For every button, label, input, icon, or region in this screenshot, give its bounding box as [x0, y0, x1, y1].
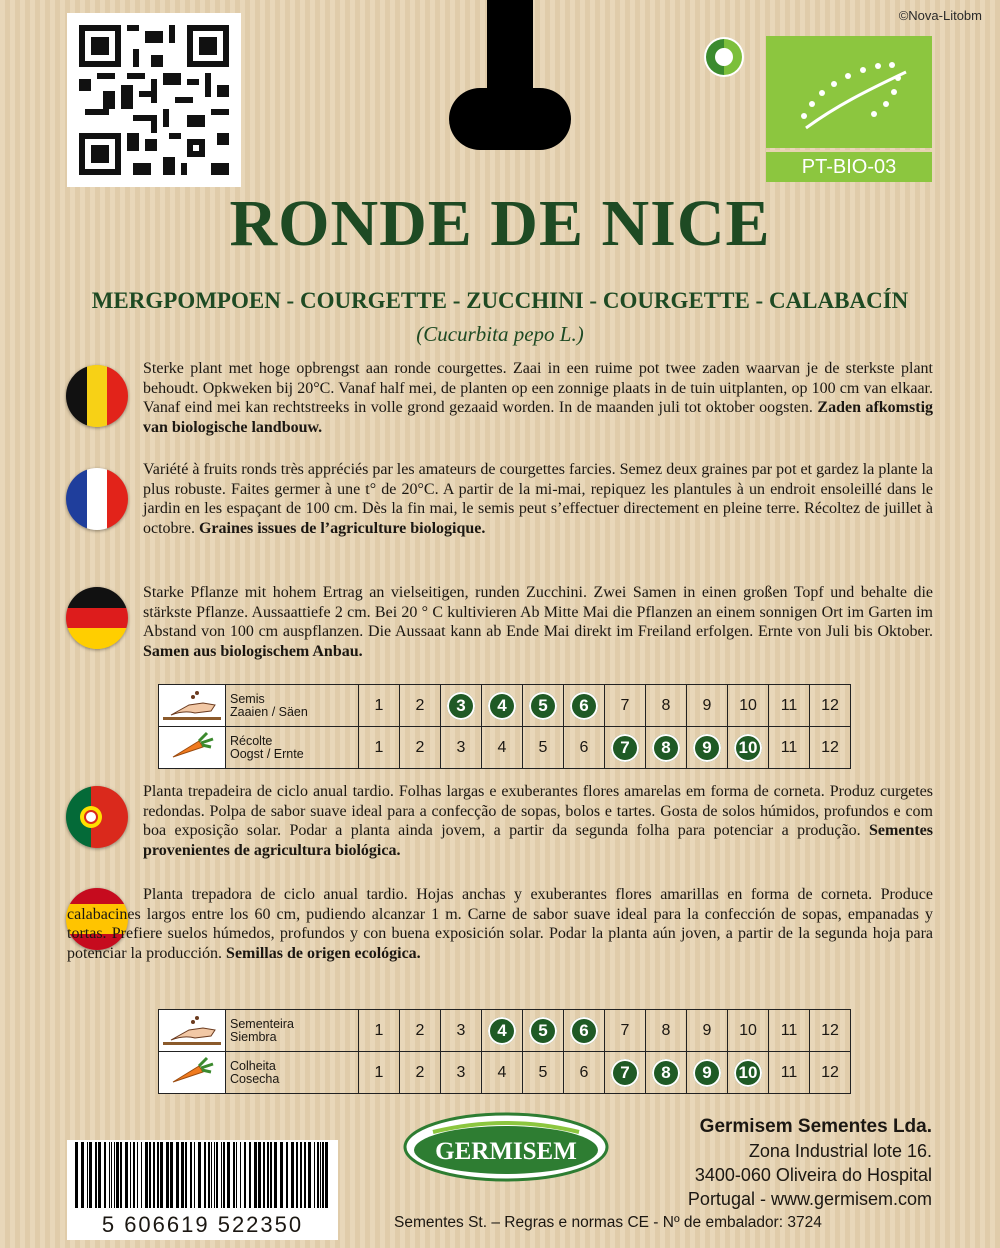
month-cell [441, 685, 482, 727]
barcode-bar [116, 1142, 119, 1208]
sowing-row [159, 1010, 851, 1052]
highlighted-month: 6 [570, 1017, 598, 1045]
barcode-bar [300, 1142, 302, 1208]
barcode-bar [149, 1142, 151, 1208]
sowing-row [159, 685, 851, 727]
address-line-1: Zona Industrial lote 16. [748, 1141, 932, 1161]
month-cell [605, 727, 646, 769]
harvest-row [159, 1052, 851, 1094]
barcode-bar [95, 1142, 97, 1208]
month-cell: 8 [646, 1010, 687, 1052]
month-cell [728, 1052, 769, 1094]
highlighted-month: 5 [529, 1017, 557, 1045]
company-address [688, 1115, 932, 1211]
description-dutch: Sterke plant met hoge opbrengst aan ronde courgettes. Zaai in een ruime pot twee zaden waarvan je de sterkste plant behoudt. Opkweken bij 20°C. Vanaf half mei, de planten op een zonnige plaats in de tuin uitplanten, op 100 cm van elkaar. Vanaf eind mei kan rechtstreeks in volle grond gezaaid worden. In de maanden juli tot oktober oogsten. Zaden afkomstig van biologische landbouw. [143, 360, 934, 436]
harvest-label-es: Cosecha [230, 1071, 280, 1086]
barcode-bar [137, 1142, 138, 1208]
month-cell: 8 [646, 685, 687, 727]
month-cell [523, 1010, 564, 1052]
barcode-bar [249, 1142, 251, 1208]
barcode-bar [244, 1142, 246, 1208]
barcode-bar [153, 1142, 155, 1208]
highlighted-month: 10 [734, 734, 762, 762]
month-cell: 2 [400, 1052, 441, 1094]
barcode-bar [227, 1142, 230, 1208]
highlighted-month: 7 [611, 734, 639, 762]
month-cell [523, 685, 564, 727]
barcode-bar [170, 1142, 173, 1208]
belgium-flag-icon [66, 365, 128, 427]
month-cell [687, 1052, 728, 1094]
barcode-bar [133, 1142, 135, 1208]
highlighted-month: 3 [447, 692, 475, 720]
description-spanish: Planta trepadora de ciclo anual tardio. Hojas anchas y exuberantes flores amarillas en forma de corneta. Produce calabacines largos entre los 60 cm, pudiendo alcanzar 1 m. Carne de sabor suave ideal para la confección de sopas, empanadas y tortas. Prefiere suelos húmedos, profundos y con buena exposición solar. Podar la planta aún joven, a partir de la segunda hoja para potenciar la producción. Semillas de origen ecológica. [67, 886, 933, 962]
barcode-bar [87, 1142, 88, 1208]
description-german: Starke Pflanze mit hohem Ertrag an vielseitigen, runden Zucchini. Zwei Samen in einen großen Topf und behalte die stärkste Pflanze. Aussaattiefe 2 cm. Bei 20 ° C kultivieren Ab Mitte Mai die Pflanzen an einem sonnigen Ort im Garten im Abstand von 100 cm auspflanzen. Die Aussaat kann ab Ende Mai direkt im Freiland erfolgen. Ernte von Juli bis Oktober. Samen aus biologischem Anbau. [143, 584, 933, 660]
carrot-harvest-icon [159, 1052, 226, 1094]
barcode-bar [254, 1142, 257, 1208]
barcode-bar [320, 1142, 321, 1208]
barcode-bar [296, 1142, 298, 1208]
highlighted-month: 7 [611, 1059, 639, 1087]
barcode-bar [141, 1142, 142, 1208]
highlighted-month: 8 [652, 1059, 680, 1087]
month-cell: 4 [482, 1052, 523, 1094]
barcode-bar [214, 1142, 215, 1208]
barcode-bar [111, 1142, 112, 1208]
barcode-bar [166, 1142, 169, 1208]
barcode-bar [198, 1142, 201, 1208]
month-cell: 2 [400, 1010, 441, 1052]
copyright-text: ©Nova-Litobm [898, 8, 982, 23]
month-cell: 9 [687, 685, 728, 727]
month-cell: 3 [441, 727, 482, 769]
description-french: Variété à fruits ronds très appréciés par les amateurs de courgettes farcies. Semez deux graines par pot et gardez la plante la plus robuste. Faites germer à une t° de 20°C. A partir de la mi-mai, repiquez les plantules à un endroit ensoleillé dans le jardin en les espaçant de 100 cm. Dès la fin mai, le semis peut s’effectuer directement en pleine terre. Récoltez de juillet à octobre. Graines issues de l’agriculture biologique. [143, 461, 933, 537]
barcode-bar [75, 1142, 78, 1208]
barcode-bar [157, 1142, 159, 1208]
barcode-bar [211, 1142, 212, 1208]
month-cell: 12 [810, 1010, 851, 1052]
month-cell: 11 [769, 685, 810, 727]
barcode-bar [208, 1142, 210, 1208]
month-cell: 5 [523, 727, 564, 769]
qr-code [67, 13, 241, 187]
barcode-bar [221, 1142, 222, 1208]
month-cell: 3 [441, 1010, 482, 1052]
barcode-bar [304, 1142, 306, 1208]
harvest-label-fr: Récolte [230, 733, 273, 748]
month-cell [564, 685, 605, 727]
barcode-bar [185, 1142, 187, 1208]
germisem-logo [403, 1112, 609, 1182]
company-name: Germisem Sementes Lda. [699, 1116, 932, 1137]
highlighted-month: 6 [570, 692, 598, 720]
highlighted-month: 4 [488, 692, 516, 720]
sowing-label-pt: Sementeira [230, 1016, 294, 1031]
highlighted-month: 8 [652, 734, 680, 762]
month-cell: 11 [769, 1010, 810, 1052]
month-cell: 4 [482, 727, 523, 769]
barcode-bar [322, 1142, 324, 1208]
organic-certification-code: PT-BIO-03 [766, 150, 932, 182]
address-line-3: Portugal - www.germisem.com [687, 1189, 932, 1209]
sowing-hand-icon [159, 685, 226, 727]
regulation-footer: Sementes St. – Regras e normas CE - Nº de embalador: 3724 [394, 1214, 822, 1231]
month-cell: 2 [400, 685, 441, 727]
barcode-bar [81, 1142, 84, 1208]
eu-organic-leaf-logo [766, 36, 932, 148]
barcode-bar [314, 1142, 315, 1208]
barcode-bar [181, 1142, 184, 1208]
barcode-bar [130, 1142, 131, 1208]
barcode-bar [258, 1142, 261, 1208]
barcode-digits: 5 606619 522350 [101, 1212, 304, 1237]
description-portuguese: Planta trepadeira de ciclo anual tardio. Folhas largas e exuberantes flores amarelas em forma de corneta. Produz curgetes redondas. Polpa de sabor suave ideal para a confecção de sopas, bolos e tartes. Gosta de solos húmidos, profundos e com boa exposição solar. Podar a planta ainda jovem, a partir da segunda folha para potenciar a produção. Sementes provenientes de agricultura biológica. [143, 783, 933, 859]
barcode-bar [194, 1142, 195, 1208]
barcode-bar [216, 1142, 218, 1208]
green-dot-recycling-icon [703, 36, 745, 78]
barcode-bar [291, 1142, 294, 1208]
month-cell: 10 [728, 685, 769, 727]
sowing-hand-icon [159, 1010, 226, 1052]
month-cell [646, 1052, 687, 1094]
month-cell: 1 [359, 1010, 400, 1052]
barcode-bar [98, 1142, 101, 1208]
month-cell: 12 [810, 727, 851, 769]
carrot-harvest-icon [159, 727, 226, 769]
month-cell [564, 1010, 605, 1052]
barcode-bar [114, 1142, 115, 1208]
barcode-bar [270, 1142, 272, 1208]
portugal-flag-icon [66, 786, 128, 848]
barcode-bar [125, 1142, 128, 1208]
month-cell: 10 [728, 1010, 769, 1052]
month-cell: 11 [769, 1052, 810, 1094]
month-cell [482, 1010, 523, 1052]
month-cell: 1 [359, 727, 400, 769]
barcode-bar [233, 1142, 235, 1208]
highlighted-month: 4 [488, 1017, 516, 1045]
harvest-row [159, 727, 851, 769]
sowing-label-es: Siembra [230, 1029, 277, 1044]
month-cell: 7 [605, 1010, 646, 1052]
month-cell: 6 [564, 727, 605, 769]
common-names: MERGPOMPOEN - COURGETTE - ZUCCHINI - COURGETTE - CALABACÍN [91, 288, 909, 313]
barcode-bar [308, 1142, 311, 1208]
sowing-label-fr: Semis [230, 691, 265, 706]
barcode-bar [236, 1142, 237, 1208]
month-cell: 2 [400, 727, 441, 769]
barcode-bar [145, 1142, 148, 1208]
barcode-bar [223, 1142, 225, 1208]
latin-name: (Cucurbita pepo L.) [416, 322, 584, 346]
barcode-bar [286, 1142, 288, 1208]
barcode-bar [160, 1142, 163, 1208]
product-title: RONDE DE NICE [229, 187, 771, 260]
highlighted-month: 10 [734, 1059, 762, 1087]
barcode-bar [120, 1142, 122, 1208]
month-cell: 12 [810, 685, 851, 727]
month-cell: 11 [769, 727, 810, 769]
sowing-harvest-calendar-fr-nl-de [158, 684, 851, 769]
barcode-bar [325, 1142, 328, 1208]
month-cell: 9 [687, 1010, 728, 1052]
logo-text: GERMISEM [435, 1138, 577, 1165]
barcode-bar [176, 1142, 179, 1208]
germany-flag-icon [66, 587, 128, 649]
barcode-bar [267, 1142, 269, 1208]
barcode-bar [317, 1142, 319, 1208]
month-cell [482, 685, 523, 727]
month-cell: 1 [359, 1052, 400, 1094]
barcode-bar [240, 1142, 241, 1208]
barcode-bar [109, 1142, 110, 1208]
month-cell: 7 [605, 685, 646, 727]
month-cell: 6 [564, 1052, 605, 1094]
address-line-2: 3400-060 Oliveira do Hospital [694, 1165, 932, 1185]
month-cell: 5 [523, 1052, 564, 1094]
harvest-label-pt: Colheita [230, 1058, 276, 1073]
hanger-notch [449, 0, 571, 150]
harvest-label-nl-de: Oogst / Ernte [230, 746, 304, 761]
month-cell [728, 727, 769, 769]
sowing-label-nl-de: Zaaien / Säen [230, 704, 308, 719]
barcode-bar [104, 1142, 106, 1208]
barcode-bar [89, 1142, 92, 1208]
month-cell: 3 [441, 1052, 482, 1094]
month-cell: 1 [359, 685, 400, 727]
france-flag-icon [66, 468, 128, 530]
highlighted-month: 9 [693, 734, 721, 762]
month-cell: 12 [810, 1052, 851, 1094]
barcode-bar [190, 1142, 192, 1208]
highlighted-month: 9 [693, 1059, 721, 1087]
highlighted-month: 5 [529, 692, 557, 720]
barcode-bar [204, 1142, 206, 1208]
sowing-harvest-calendar-pt-es [158, 1009, 851, 1094]
barcode-bar [280, 1142, 283, 1208]
barcode-bar [274, 1142, 277, 1208]
month-cell [646, 727, 687, 769]
barcode-bar [263, 1142, 265, 1208]
month-cell [687, 727, 728, 769]
month-cell [605, 1052, 646, 1094]
